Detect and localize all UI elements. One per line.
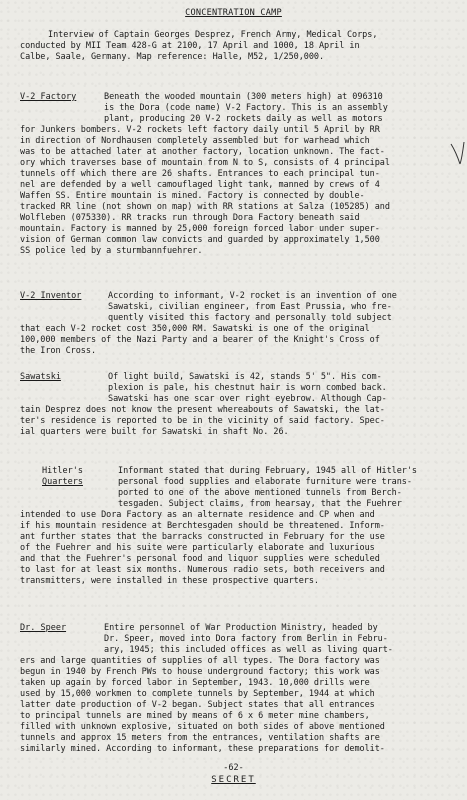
paragraph-line: ory which traverses base of mountain from N to S, consists of 4 principal: [20, 158, 390, 168]
paragraph-line: Sawatski, civilian engineer, from East Prussia, who fre-: [108, 302, 392, 312]
section-heading-v2-factory: V-2 Factory: [20, 92, 77, 102]
paragraph-line: ial quarters were built for Sawatski in shaft No. 26.: [20, 427, 289, 437]
margin-check-mark-icon: [448, 140, 466, 180]
paragraph-line: ter's residence is reported to be in the vicinity of said factory. Spec-: [20, 416, 385, 426]
intro-line: Calbe, Saale, Germany. Map reference: Halle, M52, 1/250,000.: [20, 52, 325, 62]
paragraph-line: for Junkers bombers. V-2 rockets left factory daily until 5 April by RR: [20, 125, 380, 135]
paragraph-line: Sawatski has one scar over right eyebrow. Although Cap-: [108, 394, 387, 404]
paragraph-line: Beneath the wooded mountain (300 meters high) at 096310: [104, 92, 383, 102]
paragraph-line: mountain. Factory is manned by 25,000 foreign forced labor under super-: [20, 224, 380, 234]
paragraph-line: tain Desprez does not know the present whereabouts of Sawatski, the lat-: [20, 405, 385, 415]
paragraph-line: of the Fuehrer and his suite were particularly elaborate and luxurious: [20, 543, 375, 553]
section-heading-v2-inventor: V-2 Inventor: [20, 291, 82, 301]
classification-stamp: SECRET: [211, 775, 256, 785]
paragraph-line: ers and large quantities of supplies of all types. The Dora factory was: [20, 656, 380, 666]
paragraph-line: Informant stated that during February, 1945 all of Hitler's: [118, 466, 417, 476]
paragraph-line: Entire personnel of War Production Ministry, headed by: [104, 623, 378, 633]
paragraph-line: intended to use Dora Factory as an alternate residence and CP when and: [20, 510, 375, 520]
paragraph-line: transmitters, were installed in these prospective quarters.: [20, 576, 319, 586]
intro-line: Interview of Captain Georges Desprez, French Army, Medical Corps,: [48, 30, 378, 40]
paragraph-line: taken up again by forced labor in September, 1943. 10,000 drills were: [20, 678, 370, 688]
paragraph-line: quently visited this factory and personally told subject: [108, 313, 392, 323]
paragraph-line: Wolfleben (075330). RR tracks run through Dora Factory beneath said: [20, 213, 360, 223]
paragraph-line: nel are defended by a well camouflaged light tank, manned by crews of 4: [20, 180, 380, 190]
paragraph-line: if his mountain residence at Berchtesgaden should be threatened. Inform-: [20, 521, 385, 531]
intro-line: conducted by MII Team 428-G at 2100, 17 April and 1000, 18 April in: [20, 41, 360, 51]
paragraph-line: in direction of Nordhausen completely assembled but for warhead which: [20, 136, 370, 146]
paragraph-line: 100,000 members of the Nazi Party and a bearer of the Knight's Cross of: [20, 335, 380, 345]
paragraph-line: vision of German common law convicts and guarded by approximately 1,500: [20, 235, 380, 245]
paragraph-line: tracked RR line (not shown on map) with RR stations at Salza (105285) and: [20, 202, 390, 212]
paragraph-line: similarly mined. According to informant, these preparations for demolit-: [20, 744, 385, 754]
paragraph-line: was to be attached later at another factory, location unknown. The fact-: [20, 147, 385, 157]
paragraph-line: the Iron Cross.: [20, 346, 97, 356]
paragraph-line: to principal tunnels are mined by means of 6 x 6 meter mine chambers,: [20, 711, 370, 721]
paragraph-line: tesgaden. Subject claims, from hearsay, that the Fuehrer: [118, 499, 402, 509]
section-heading-quarters: Quarters: [42, 477, 83, 487]
paragraph-line: used by 15,000 workmen to complete tunnels by September, 1944 at which: [20, 689, 375, 699]
section-heading-hitlers: Hitler's: [42, 466, 83, 476]
paragraph-line: Of light build, Sawatski is 42, stands 5' 5". His com-: [108, 372, 382, 382]
section-heading-sawatski: Sawatski: [20, 372, 61, 382]
paragraph-line: tunnels off which there are 26 shafts. Entrances to each principal tun-: [20, 169, 380, 179]
paragraph-line: Dr. Speer, moved into Dora factory from Berlin in Febru-: [104, 634, 388, 644]
paragraph-line: SS police led by a sturmbannfuehrer.: [20, 246, 203, 256]
paragraph-line: and that the Fuehrer's personal food and liquor supplies were scheduled: [20, 554, 380, 564]
paragraph-line: is the Dora (code name) V-2 Factory. This is an assembly: [104, 103, 388, 113]
paragraph-line: Waffen SS. Entire mountain is mined. Factory is connected by double-: [20, 191, 365, 201]
paragraph-line: plexion is pale, his chestnut hair is worn combed back.: [108, 383, 387, 393]
section-heading-dr-speer: Dr. Speer: [20, 623, 67, 633]
paragraph-line: latter date production of V-2 began. Subject states that all entrances: [20, 700, 375, 710]
document-title: CONCENTRATION CAMP: [185, 8, 282, 18]
paragraph-line: filled with unknown explosive, situated on both sides of above mentioned: [20, 722, 385, 732]
paragraph-line: to last for at least six months. Numerous radio sets, both receivers and: [20, 565, 385, 575]
paragraph-line: plant, producing 20 V-2 rockets daily as well as motors: [104, 114, 383, 124]
paragraph-line: that each V-2 rocket cost 350,000 RM. Sawatski is one of the original: [20, 324, 370, 334]
paragraph-line: begun in 1940 by French PWs to house underground factory; this work was: [20, 667, 380, 677]
page-number: -62-: [223, 763, 244, 773]
paragraph-line: ary, 1945; this included offices as well as living quart-: [104, 645, 393, 655]
paragraph-line: personal food supplies and elaborate furniture were trans-: [118, 477, 412, 487]
paragraph-line: tunnels and approx 15 meters from the entrances, ventilation shafts are: [20, 733, 380, 743]
paragraph-line: According to informant, V-2 rocket is an invention of one: [108, 291, 397, 301]
paragraph-line: ant further states that the barracks constructed in February for the use: [20, 532, 385, 542]
paragraph-line: ported to one of the above mentioned tunnels from Berch-: [118, 488, 402, 498]
